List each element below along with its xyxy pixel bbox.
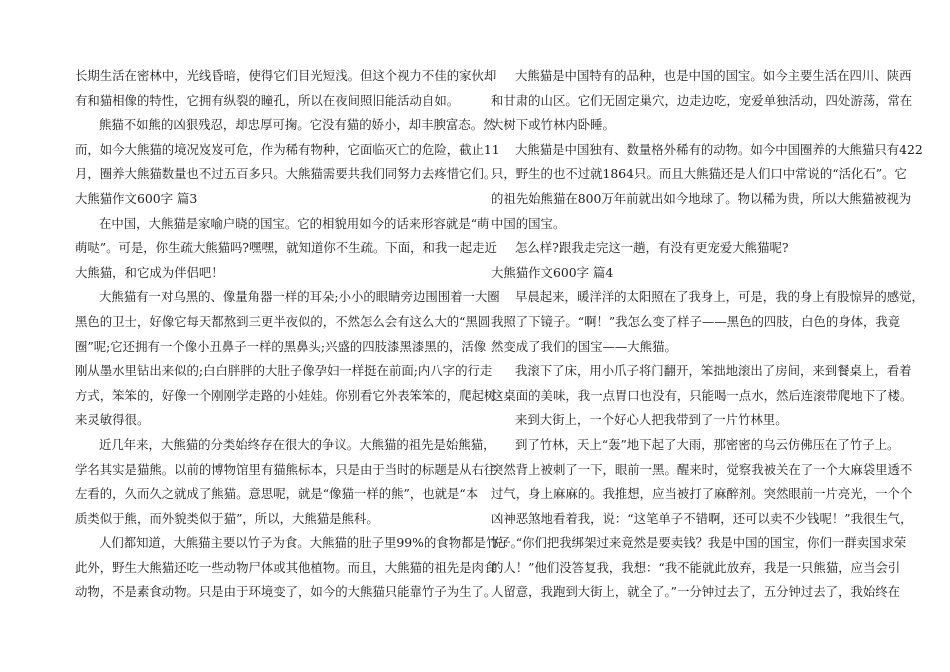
left-column (75, 64, 524, 605)
text-line: 质类似于熊，而外貌类似于猫”，所以，大熊猫是熊科。 (75, 510, 379, 526)
text-line: 左看的，久而久之就成了熊猫。意思呢，就是“像猫一样的熊”，也就是“本 (75, 486, 479, 502)
text-line: 我滚下了床，用小爪子将门翻开，笨拙地滚出了房间，来到餐桌上，看着 (515, 363, 912, 379)
section-heading: 大熊猫作文600字 篇3 (75, 190, 198, 206)
text-line: 来到大街上，一个好心人把我带到了一片竹林里。 (515, 412, 788, 428)
text-line: 大熊猫是中国独有、数量格外稀有的动物。如今中国圈养的大熊猫只有422 (515, 141, 923, 157)
section-heading: 大熊猫作文600字 篇4 (491, 264, 614, 280)
text-line: 月，圈养大熊猫数量也不过五百多只。大熊猫需要共我们同努力去疼惜它们。 (75, 166, 497, 182)
text-line: 熊猫不如熊的凶狠残忍，却忠厚可掬。它没有猫的娇小，却丰腴富态。然 (99, 117, 496, 133)
text-line: 突然背上被刺了一下，眼前一黑。醒来时，觉察我被关在了一个大麻袋里透不 (491, 461, 913, 477)
text-line: 近几年来，大熊猫的分类始终存在很大的争议。大熊猫的祖先是始熊猫， (99, 436, 496, 452)
text-line: 这桌面的美味，我一点胃口也没有，只能喝一点水，然后连滚带爬地下了楼。 (491, 387, 913, 403)
text-line: 只，野生的也不过就1864只。而且大熊猫还是人们口中常说的“活化石”。它 (491, 166, 907, 182)
text-line: 凶神恶煞地看着我，说：“这笔单子不错啊，还可以卖不少钱呢！”我很生气， (491, 510, 913, 526)
text-line: 然变成了我们的国宝——大熊猫。 (491, 338, 677, 354)
text-line: 大熊猫是中国特有的品种，也是中国的国宝。如今主要生活在四川、陕西 (515, 68, 912, 83)
text-line: 怎么样?跟我走完这一趟，有没有更宠爱大熊猫呢? (515, 240, 789, 256)
text-line: 长期生活在密林中，光线昏暗，使得它们目光短浅。但这个视力不佳的家伙却 (75, 68, 497, 83)
text-line: 人们都知道，大熊猫主要以竹子为食。大熊猫的肚子里99%的食物都是竹子。 (99, 535, 524, 551)
text-line: 圈”呢;它还拥有一个像小丑鼻子一样的黑鼻头;兴盛的四肢漆黑漆黑的，活像 (75, 338, 487, 354)
right-column (491, 64, 924, 605)
text-line: 早晨起来，暖洋洋的太阳照在了我身上，可是，我的身上有股惊异的感觉， (515, 289, 924, 305)
text-line: 学名其实是猫熊。以前的博物馆里有猫熊标本，只是由于当时的标题是从右往 (75, 461, 497, 477)
text-line: 刚从墨水里钻出来似的;白白胖胖的大肚子像孕妇一样挺在前面;内八字的行走 (75, 363, 493, 379)
text-line: 的人！”他们没答复我，我想：“我不能就此放弃，我是一只熊猫，应当会引 (491, 559, 901, 575)
text-line: 而，如今大熊猫的境况岌岌可危，作为稀有物种，它面临灭亡的危险，截止11 (75, 141, 500, 157)
text-line: 过气，身上麻麻的。我推想，应当被打了麻醉剂。突然眼前一片亮光，一个个 (491, 486, 913, 502)
text-line: 大熊猫有一对乌黑的、像量角器一样的耳朵;小小的眼睛旁边围围着一大圈 (99, 289, 500, 305)
text-line: 有和猫相像的特性，它拥有纵裂的瞳孔，所以在夜间照旧能活动自如。 (75, 92, 460, 108)
text-line: 到了竹林，天上“轰”地下起了大雨，那密密的乌云仿佛压在了竹子上。 (515, 436, 900, 452)
text-line: 中国的国宝。 (491, 215, 566, 231)
text-line: 在中国，大熊猫是家喻户晓的国宝。它的相貌用如今的话来形容就是“萌 (99, 215, 490, 231)
text-line: 人留意，我跑到大街上，就全了。”一分钟过去了，五分钟过去了，我始终在 (491, 584, 901, 600)
text-line: 此外，野生大熊猫还吃一些动物尸体或其他植物。而且，大熊猫的祖先是肉食 (75, 559, 497, 575)
text-line: 方式，笨笨的，好像一个刚刚学走路的小娃娃。你别看它外表笨笨的，爬起树 (75, 387, 497, 403)
text-line: 的祖先始熊猫在800万年前就出如今地球了。物以稀为贵，所以大熊猫被视为 (491, 190, 912, 206)
text-line: 和甘肃的山区。它们无固定巢穴，边走边吃，宠爱单独活动，四处游荡，常在 (491, 92, 913, 108)
text-line: 我照了下镜子。“啊！”我怎么变了样子——黑色的四肢，白色的身体，我竟 (491, 313, 901, 329)
text-line: 来灵敏得很。 (75, 412, 150, 428)
text-line: 大熊猫，和它成为伴侣吧！ (75, 264, 224, 280)
text-line: 黑色的卫士，好像它每天都熬到三更半夜似的，不然怎么会有这么大的“黑圆 (75, 313, 491, 329)
text-line: 萌哒”。可是，你生疏大熊猫吗?嘿嘿，就知道你不生疏。下面，和我一起走近 (75, 240, 497, 256)
text-line: 动物，不是素食动物。只是由于环境变了，如今的大熊猫只能靠竹子为生了。 (75, 584, 497, 600)
text-line: 大树下或竹林内卧睡。 (491, 117, 615, 133)
text-line: 说：“你们把我绑架过来竟然是要卖钱？我是中国的国宝，你们一群卖国求荣 (491, 535, 907, 551)
